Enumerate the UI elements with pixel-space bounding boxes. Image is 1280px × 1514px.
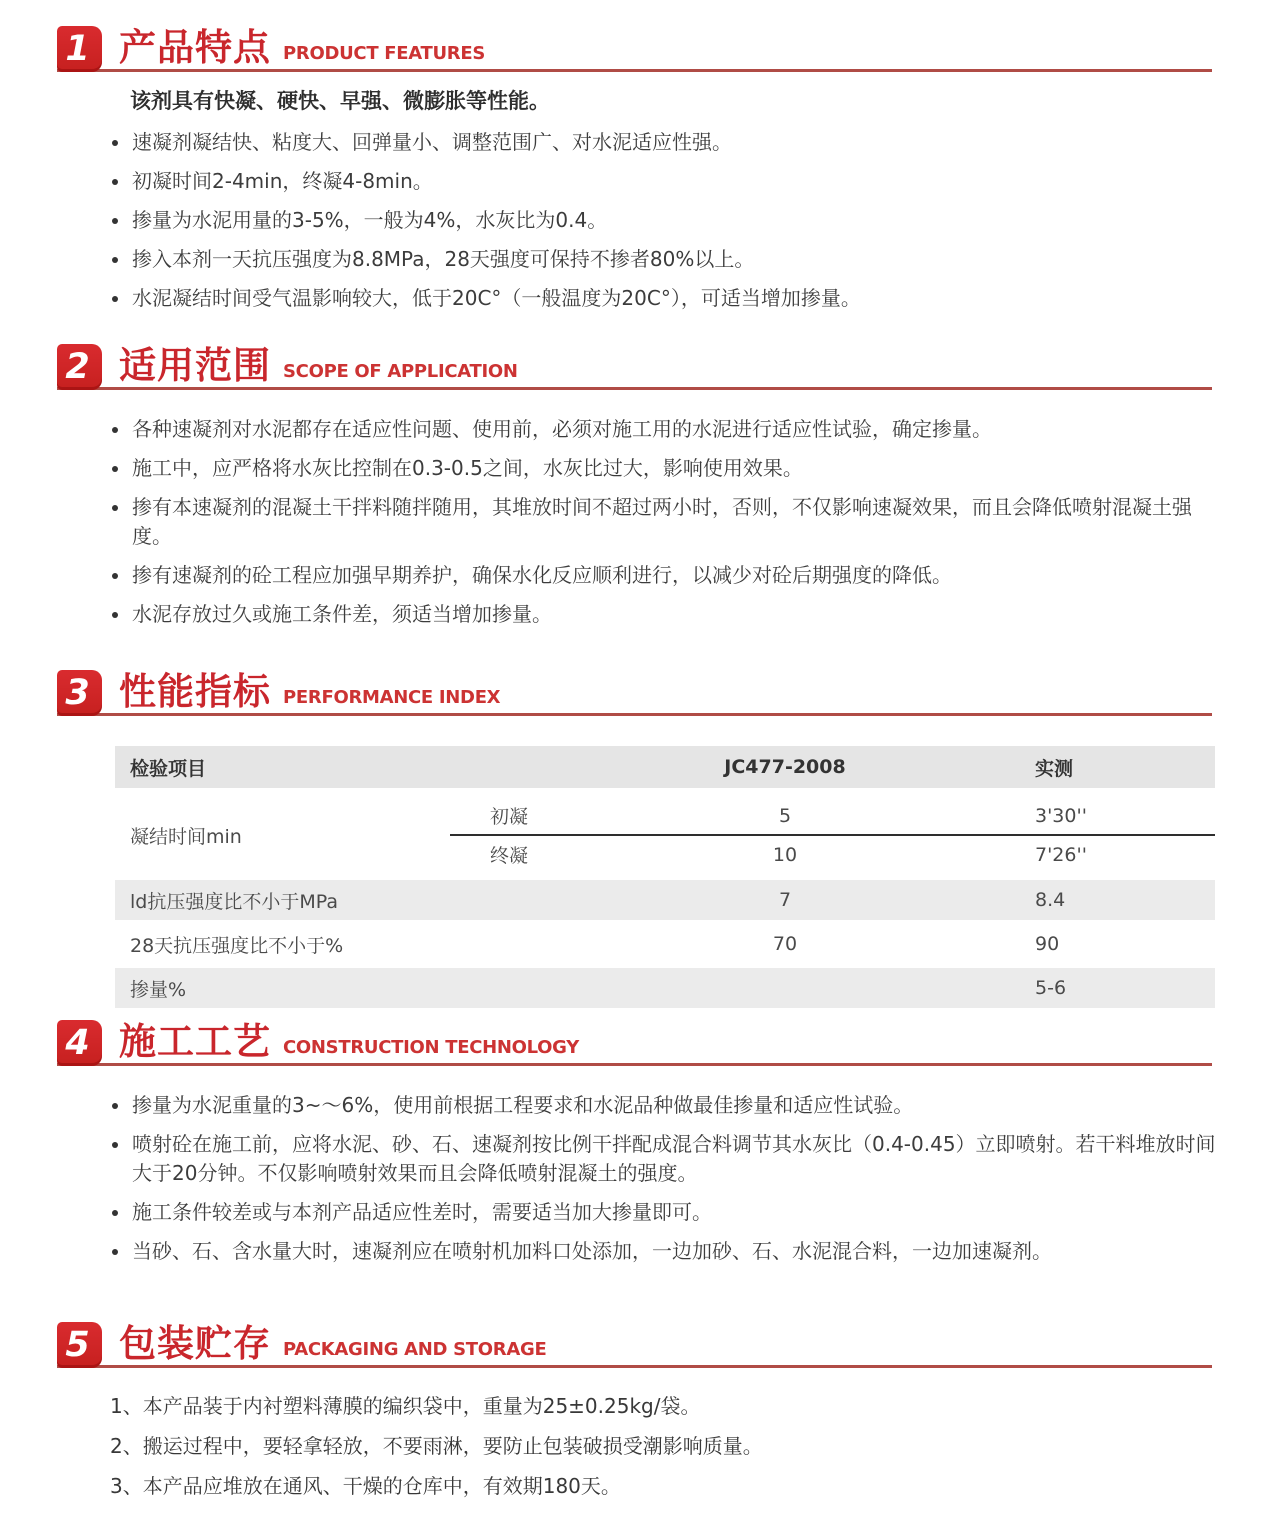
table-cell: 5 — [778, 804, 792, 827]
section-scope-of-application — [0, 338, 1280, 639]
bullet-icon — [112, 179, 118, 185]
bullet-icon — [112, 573, 118, 579]
section-header — [57, 1014, 1212, 1066]
bullet-icon — [112, 1210, 118, 1216]
section-subtitle: PRODUCT FEATURES — [283, 43, 486, 64]
section-construction-technology — [0, 1014, 1280, 1276]
intro-text: 该剂具有快凝、硬快、早强、微膨胀等性能。 — [130, 89, 550, 113]
section-product-features — [0, 20, 1280, 323]
bullet-list — [110, 128, 1220, 313]
table-cell: 70 — [772, 933, 798, 955]
table-cell: 10 — [772, 843, 798, 866]
section-subtitle: PACKAGING AND STORAGE — [283, 1339, 547, 1360]
bullet-text: 掺有速凝剂的砼工程应加强早期养护，确保水化反应顺利进行，以减少对砼后期强度的降低。 — [132, 563, 952, 587]
table-cell: 8.4 — [1035, 889, 1066, 911]
section-title: 适用范围 — [119, 344, 271, 387]
section-number: 2 — [65, 346, 90, 387]
table-row — [115, 924, 1215, 964]
bullet-icon — [112, 1249, 118, 1255]
section-number-badge — [57, 26, 102, 72]
bullet-text: 施工条件较差或与本剂产品适应性差时，需要适当加大掺量即可。 — [132, 1200, 712, 1224]
list-item: 3、本产品应堆放在通风、干燥的仓库中，有效期180天。 — [110, 1474, 621, 1498]
bullet-icon — [112, 218, 118, 224]
bullet-icon — [112, 140, 118, 146]
section-number: 1 — [65, 28, 90, 69]
list-item: 1、本产品装于内衬塑料薄膜的编织袋中，重量为25±0.25kg/袋。 — [110, 1394, 701, 1418]
bullet-icon — [112, 1142, 118, 1148]
table-cell: 3'30'' — [1035, 804, 1087, 827]
list-item — [110, 284, 1220, 313]
column-header: JC477-2008 — [724, 756, 846, 778]
bullet-list — [110, 415, 1220, 629]
section-number: 5 — [65, 1324, 90, 1365]
table-cell: 7 — [778, 889, 792, 911]
numbered-list — [110, 1392, 1220, 1501]
bullet-text: 掺量为水泥重量的3~～6%，使用前根据工程要求和水泥品种做最佳掺量和适应性试验。 — [132, 1093, 914, 1117]
bullet-text: 水泥存放过久或施工条件差，须适当增加掺量。 — [132, 602, 552, 626]
table-cell: 5-6 — [1035, 977, 1067, 999]
list-item — [110, 206, 1220, 235]
table-cell: 初凝 — [490, 806, 529, 828]
list-item — [110, 454, 1220, 483]
bullet-text: 掺量为水泥用量的3-5%，一般为4%，水灰比为0.4。 — [132, 208, 608, 233]
list-item: 2、搬运过程中，要轻拿轻放，不要雨淋，要防止包装破损受潮影响质量。 — [110, 1434, 763, 1458]
row-divider — [450, 834, 1215, 836]
section-header — [57, 664, 1212, 716]
table-header-row — [115, 746, 1215, 788]
section-title: 施工工艺 — [119, 1020, 271, 1063]
bullet-text: 各种速凝剂对水泥都存在适应性问题、使用前，必须对施工用的水泥进行适应性试验，确定掺量。 — [132, 417, 992, 441]
list-item — [110, 128, 1220, 157]
section-number-badge — [57, 1020, 102, 1066]
bullet-icon — [112, 466, 118, 472]
list-item — [110, 561, 1220, 590]
bullet-icon — [112, 505, 118, 511]
table-cell: 掺量% — [130, 978, 187, 1001]
section-header — [57, 338, 1212, 390]
section-title: 性能指标 — [119, 670, 271, 713]
list-item — [110, 1237, 1220, 1266]
column-header: 检验项目 — [130, 757, 207, 780]
table-cell: 90 — [1035, 933, 1060, 955]
bullet-text: 速凝剂凝结快、粘度大、回弹量小、调整范围广、对水泥适应性强。 — [132, 130, 732, 155]
section-subtitle: CONSTRUCTION TECHNOLOGY — [283, 1037, 579, 1058]
list-item — [110, 245, 1220, 274]
bullet-icon — [112, 427, 118, 433]
bullet-text: 喷射砼在施工前，应将水泥、砂、石、速凝剂按比例干拌配成混合料调节其水灰比（0.4-0.45）立即喷射。若干料堆放时间大于20分钟。不仅影响喷射效果而且会降低喷射混凝土的强度。 — [132, 1132, 1216, 1185]
list-item — [110, 1130, 1220, 1188]
bullet-text: 施工中，应严格将水灰比控制在0.3-0.5之间，水灰比过大，影响使用效果。 — [132, 456, 803, 480]
bullet-text: 掺有本速凝剂的混凝土干拌料随拌随用，其堆放时间不超过两小时，否则，不仅影响速凝效果，而且会降低喷射混凝土强度。 — [132, 495, 1192, 548]
table-row — [115, 968, 1215, 1008]
bullet-text: 初凝时间2-4min，终凝4-8min。 — [132, 169, 433, 194]
section-subtitle: SCOPE OF APPLICATION — [283, 361, 518, 382]
section-number: 3 — [65, 672, 90, 713]
table-row — [115, 880, 1215, 920]
list-item — [110, 600, 1220, 629]
section-header — [57, 20, 1212, 72]
section-packaging-storage — [0, 1316, 1280, 1512]
section-number-badge — [57, 344, 102, 390]
bullet-icon — [112, 257, 118, 263]
section-performance-index — [0, 664, 1280, 1012]
bullet-icon — [112, 612, 118, 618]
bullet-list — [110, 1091, 1220, 1266]
section-title: 产品特点 — [119, 26, 271, 69]
section-number-badge — [57, 1322, 102, 1368]
bullet-text: 水泥凝结时间受气温影响较大，低于20C°（一般温度为20C°），可适当增加掺量。 — [132, 286, 861, 311]
table-cell: 终凝 — [490, 845, 529, 867]
table-cell: ld抗压强度比不小于MPa — [130, 890, 338, 913]
performance-table — [115, 746, 1215, 1008]
list-item — [110, 167, 1220, 196]
bullet-text: 当砂、石、含水量大时，速凝剂应在喷射机加料口处添加，一边加砂、石、水泥混合料，一边加速凝剂。 — [132, 1239, 1052, 1263]
list-item — [110, 1091, 1220, 1120]
column-header: 实测 — [1035, 757, 1074, 780]
section-header — [57, 1316, 1212, 1368]
bullet-icon — [112, 1103, 118, 1109]
table-cell: 7'26'' — [1035, 843, 1087, 866]
list-item — [110, 1198, 1220, 1227]
list-item — [110, 415, 1220, 444]
section-number-badge — [57, 670, 102, 716]
section-title: 包装贮存 — [119, 1322, 271, 1365]
bullet-text: 掺入本剂一天抗压强度为8.8MPa，28天强度可保持不掺者80%以上。 — [132, 247, 755, 272]
table-cell: 28天抗压强度比不小于% — [130, 934, 344, 957]
section-number: 4 — [65, 1022, 90, 1063]
bullet-icon — [112, 296, 118, 302]
section-subtitle: PERFORMANCE INDEX — [283, 687, 501, 708]
list-item — [110, 493, 1220, 551]
table-row — [115, 796, 1215, 874]
table-cell: 凝结时间min — [130, 825, 242, 848]
